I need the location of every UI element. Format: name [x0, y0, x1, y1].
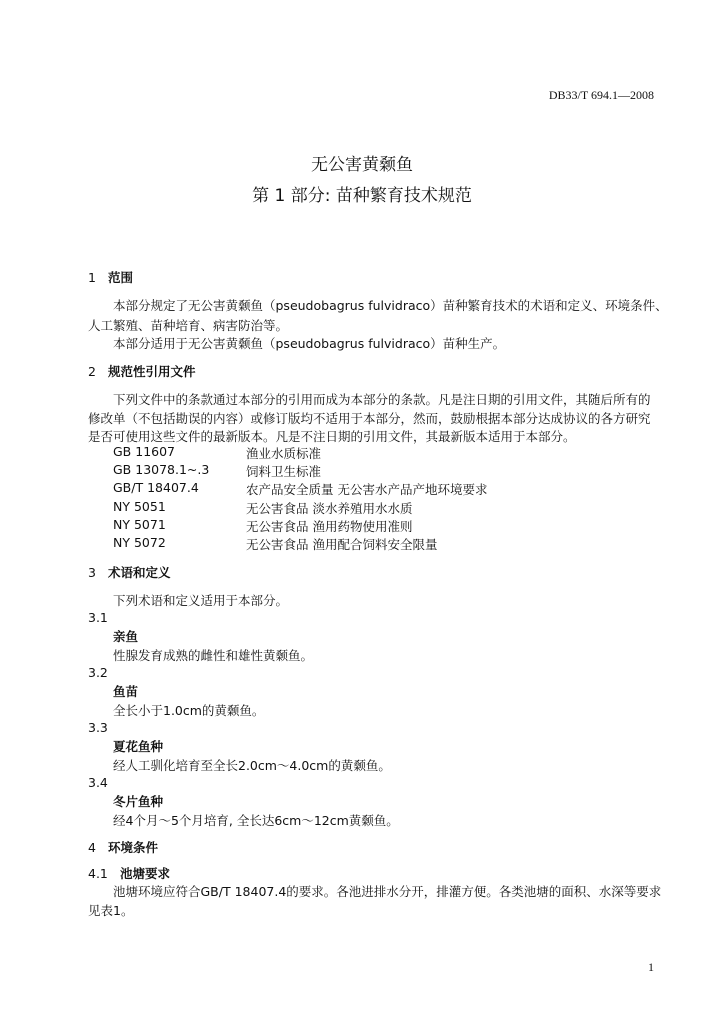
reference-title: 无公害食品 淡水养殖用水水质 — [246, 501, 413, 516]
term-name: 亲鱼 — [113, 629, 139, 644]
scope-paragraph-1-line-1: 本部分规定了无公害黄颡鱼（pseudobagrus fulvidraco）苗种繁育技术的术语和定义、环境条件、 — [113, 298, 668, 313]
reference-code: GB 11607 — [113, 444, 175, 459]
term-name: 夏花鱼种 — [113, 739, 164, 754]
section-number: 2 — [88, 364, 96, 379]
reference-title: 渔业水质标准 — [246, 446, 322, 461]
section-2-heading — [88, 362, 196, 380]
term-number: 3.1 — [88, 610, 108, 625]
section-number: 3 — [88, 565, 96, 580]
reference-item — [0, 535, 724, 553]
document-subtitle: 第 1 部分: 苗种繁育技术规范 — [252, 186, 472, 206]
subsection-number: 4.1 — [88, 866, 108, 881]
reference-item — [0, 462, 724, 480]
pond-requirements-line-1: 池塘环境应符合GB/T 18407.4的要求。各池进排水分开，排灌方便。各类池塘的面积、水深等要求 — [113, 884, 662, 899]
term-definition: 全长小于1.0cm的黄颡鱼。 — [113, 703, 265, 718]
section-title: 规范性引用文件 — [108, 364, 196, 379]
reference-item — [0, 444, 724, 462]
references-paragraph-line-2: 修改单（不包括勘误的内容）或修订版均不适用于本部分，然而，鼓励根据本部分达成协议的各方研究 — [88, 411, 651, 426]
term-name: 鱼苗 — [113, 684, 139, 699]
section-4-heading — [88, 838, 158, 856]
reference-code: GB 13078.1~.3 — [113, 462, 210, 477]
page-number: 1 — [648, 960, 654, 974]
reference-title: 无公害食品 渔用药物使用准则 — [246, 519, 413, 534]
term-definition: 经4个月～5个月培育, 全长达6cm～12cm黄颡鱼。 — [113, 813, 399, 828]
section-3-heading — [88, 563, 171, 581]
subsection-4-1-heading — [88, 864, 170, 882]
reference-code: GB/T 18407.4 — [113, 480, 199, 495]
term-entry — [0, 610, 724, 665]
scope-paragraph-1-line-2: 人工繁殖、苗种培育、病害防治等。 — [88, 318, 289, 333]
term-definition: 性腺发育成熟的雌性和雄性黄颡鱼。 — [113, 648, 314, 663]
reference-item — [0, 480, 724, 498]
term-number: 3.4 — [88, 775, 108, 790]
term-entry — [0, 665, 724, 720]
section-number: 4 — [88, 840, 96, 855]
references-paragraph-line-1: 下列文件中的条款通过本部分的引用而成为本部分的条款。凡是注日期的引用文件，其随后所有的 — [113, 392, 651, 407]
reference-title: 无公害食品 渔用配合饲料安全限量 — [246, 537, 438, 552]
term-definition: 经人工驯化培育至全长2.0cm～4.0cm的黄颡鱼。 — [113, 758, 391, 773]
document-title: 无公害黄颡鱼 — [311, 155, 413, 175]
reference-code: NY 5071 — [113, 517, 166, 532]
reference-code: NY 5072 — [113, 535, 166, 550]
section-title: 环境条件 — [108, 840, 159, 855]
term-number: 3.3 — [88, 720, 108, 735]
subsection-title: 池塘要求 — [120, 866, 171, 881]
pond-requirements-line-2: 见表1。 — [88, 903, 134, 918]
term-name: 冬片鱼种 — [113, 794, 164, 809]
scope-paragraph-2: 本部分适用于无公害黄颡鱼（pseudobagrus fulvidraco）苗种生产。 — [113, 336, 506, 351]
reference-list — [0, 444, 724, 554]
term-number: 3.2 — [88, 665, 108, 680]
section-number: 1 — [88, 270, 96, 285]
terms-intro: 下列术语和定义适用于本部分。 — [113, 593, 289, 608]
reference-code: NY 5051 — [113, 499, 166, 514]
reference-item — [0, 517, 724, 535]
terms-list — [0, 610, 724, 830]
reference-item — [0, 499, 724, 517]
reference-title: 饲料卫生标准 — [246, 464, 322, 479]
standard-number: DB33/T 694.1—2008 — [548, 88, 654, 102]
reference-title: 农产品安全质量 无公害水产品产地环境要求 — [246, 482, 488, 497]
term-entry — [0, 720, 724, 775]
section-title: 范围 — [108, 270, 134, 285]
section-1-heading — [88, 268, 133, 286]
term-entry — [0, 775, 724, 830]
section-title: 术语和定义 — [108, 565, 171, 580]
references-paragraph-line-3: 是否可使用这些文件的最新版本。凡是不注日期的引用文件，其最新版本适用于本部分。 — [88, 429, 576, 444]
